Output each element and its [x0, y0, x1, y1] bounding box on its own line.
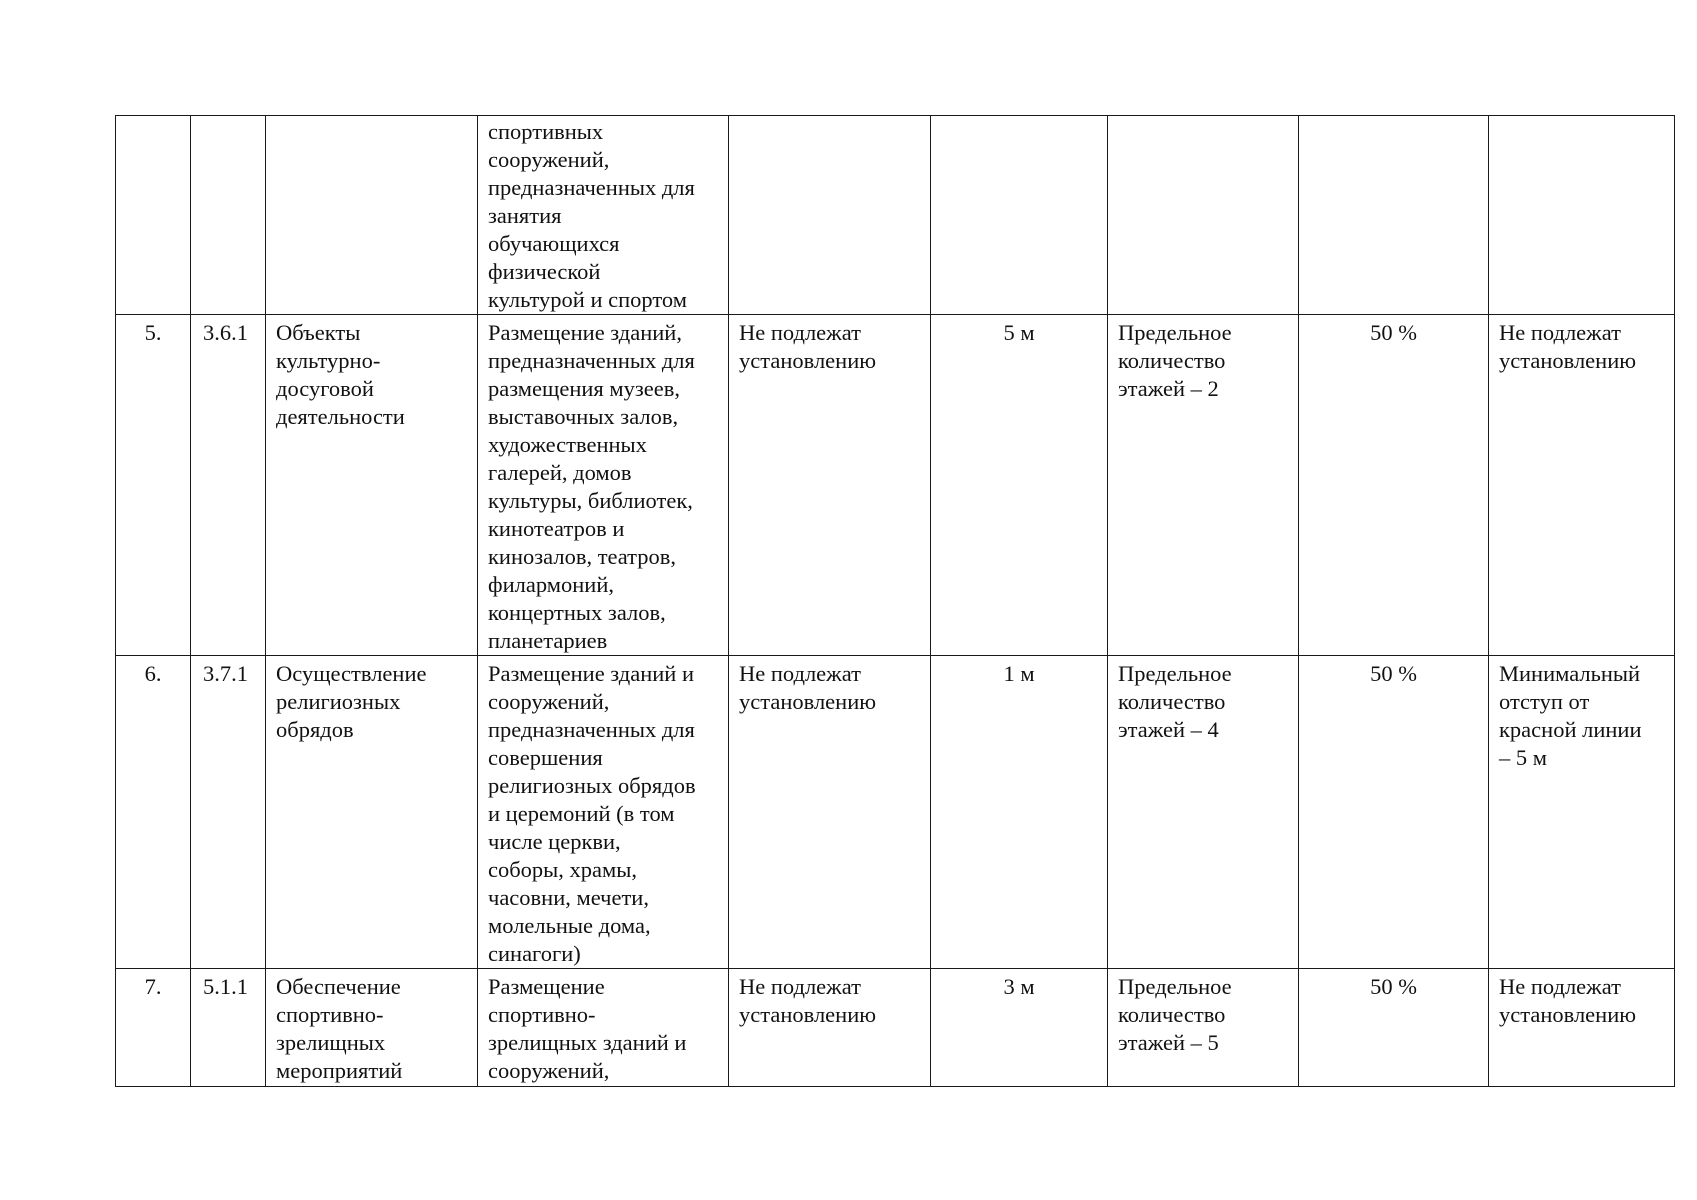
other-params-cell	[1489, 116, 1675, 315]
max-coverage-cell: 50 %	[1299, 656, 1489, 969]
other-params-cell: Не подлежат установлению	[1489, 315, 1675, 656]
setback-cell: 3 м	[931, 969, 1108, 1087]
max-floors-cell: Предельное количество этажей – 5	[1108, 969, 1299, 1087]
use-name-cell: Осуществление религиозных обрядов	[266, 656, 478, 969]
use-description-cell: спортивных сооружений, предназначенных для занятия обучающихся физической культурой и спортом	[478, 116, 729, 315]
max-floors-cell	[1108, 116, 1299, 315]
use-code-cell	[191, 116, 266, 315]
use-code-cell: 3.7.1	[191, 656, 266, 969]
use-description-cell: Размещение спортивно- зрелищных зданий и сооружений,	[478, 969, 729, 1087]
row-number-cell: 5.	[116, 315, 191, 656]
max-coverage-cell: 50 %	[1299, 969, 1489, 1087]
min-area-cell: Не подлежат установлению	[729, 969, 931, 1087]
setback-cell	[931, 116, 1108, 315]
use-code-cell: 3.6.1	[191, 315, 266, 656]
setback-cell: 1 м	[931, 656, 1108, 969]
max-floors-cell: Предельное количество этажей – 2	[1108, 315, 1299, 656]
table-row	[116, 315, 1675, 656]
use-name-cell: Объекты культурно- досуговой деятельности	[266, 315, 478, 656]
row-number-cell: 7.	[116, 969, 191, 1087]
land-use-regulations-table	[115, 115, 1675, 1087]
use-code-cell: 5.1.1	[191, 969, 266, 1087]
use-description-cell: Размещение зданий и сооружений, предназначенных для совершения религиозных обрядов и церемоний (в том числе церкви, соборы, храмы, часовни, мечети, молельные дома, синагоги)	[478, 656, 729, 969]
min-area-cell: Не подлежат установлению	[729, 656, 931, 969]
table-row	[116, 116, 1675, 315]
row-number-cell: 6.	[116, 656, 191, 969]
max-coverage-cell: 50 %	[1299, 315, 1489, 656]
min-area-cell	[729, 116, 931, 315]
row-number-cell	[116, 116, 191, 315]
other-params-cell: Не подлежат установлению	[1489, 969, 1675, 1087]
max-floors-cell: Предельное количество этажей – 4	[1108, 656, 1299, 969]
max-coverage-cell	[1299, 116, 1489, 315]
table-row	[116, 969, 1675, 1087]
use-name-cell: Обеспечение спортивно- зрелищных мероприятий	[266, 969, 478, 1087]
setback-cell: 5 м	[931, 315, 1108, 656]
min-area-cell: Не подлежат установлению	[729, 315, 931, 656]
other-params-cell: Минимальный отступ от красной линии – 5 м	[1489, 656, 1675, 969]
use-name-cell	[266, 116, 478, 315]
use-description-cell: Размещение зданий, предназначенных для размещения музеев, выставочных залов, художественных галерей, домов культуры, библиотек, кинотеатров и кинозалов, театров, филармоний, концертных залов, планетариев	[478, 315, 729, 656]
table-row	[116, 656, 1675, 969]
